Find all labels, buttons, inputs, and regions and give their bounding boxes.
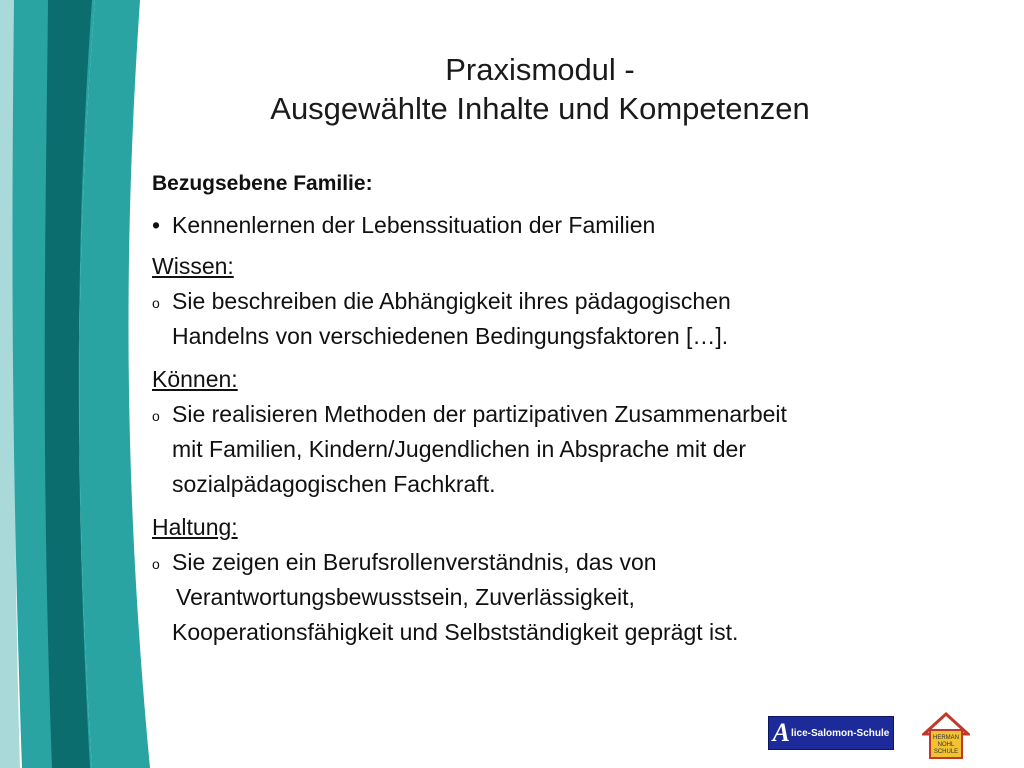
herman-nohl-schule-logo <box>922 712 970 760</box>
koennen-item <box>152 397 972 502</box>
koennen-line-3: sozialpädagogischen Fachkraft. <box>172 471 496 497</box>
wissen-heading: Wissen: <box>152 253 234 279</box>
herman-logo-line-3: SCHULE <box>933 749 959 755</box>
haltung-line-1: Sie zeigen ein Berufsrollenverständnis, das von <box>172 549 657 575</box>
koennen-line-1: Sie realisieren Methoden der partizipativen Zusammenarbeit <box>172 401 787 427</box>
item-glyph: o <box>152 295 160 311</box>
haltung-line-2: Verantwortungsbewusstsein, Zuverlässigkeit, <box>176 584 635 610</box>
slide-title <box>140 50 940 128</box>
wissen-line-2: Handelns von verschiedenen Bedingungsfaktoren […]. <box>172 323 729 349</box>
wissen-line-1: Sie beschreiben die Abhängigkeit ihres pädagogischen <box>172 288 731 314</box>
herman-logo-line-1: HERMAN <box>932 735 960 741</box>
bullet-text: Kennenlernen der Lebenssituation der Familien <box>172 212 656 238</box>
slide-title-line-2: Ausgewählte Inhalte und Kompetenzen <box>270 91 810 126</box>
item-glyph: o <box>152 408 160 424</box>
alice-logo-text: lice-Salomon-Schule <box>790 727 890 739</box>
section-heading: Bezugsebene Familie: <box>152 172 373 195</box>
slide-content <box>152 168 972 658</box>
bullet-glyph: • <box>152 212 161 238</box>
herman-logo-line-2: NOHL <box>937 742 955 748</box>
koennen-heading: Können: <box>152 366 238 392</box>
slide-title-line-1: Praxismodul - <box>445 52 635 87</box>
haltung-line-3: Kooperationsfähigkeit und Selbstständigkeit geprägt ist. <box>172 619 739 645</box>
bullet-item <box>152 208 972 243</box>
alice-salomon-schule-logo <box>768 716 894 750</box>
alice-logo-initial: A <box>772 718 790 747</box>
haltung-item <box>152 545 972 650</box>
wissen-item <box>152 284 972 354</box>
koennen-line-2: mit Familien, Kindern/Jugendlichen in Absprache mit der <box>172 436 747 462</box>
haltung-heading: Haltung: <box>152 514 238 540</box>
item-glyph: o <box>152 556 160 572</box>
